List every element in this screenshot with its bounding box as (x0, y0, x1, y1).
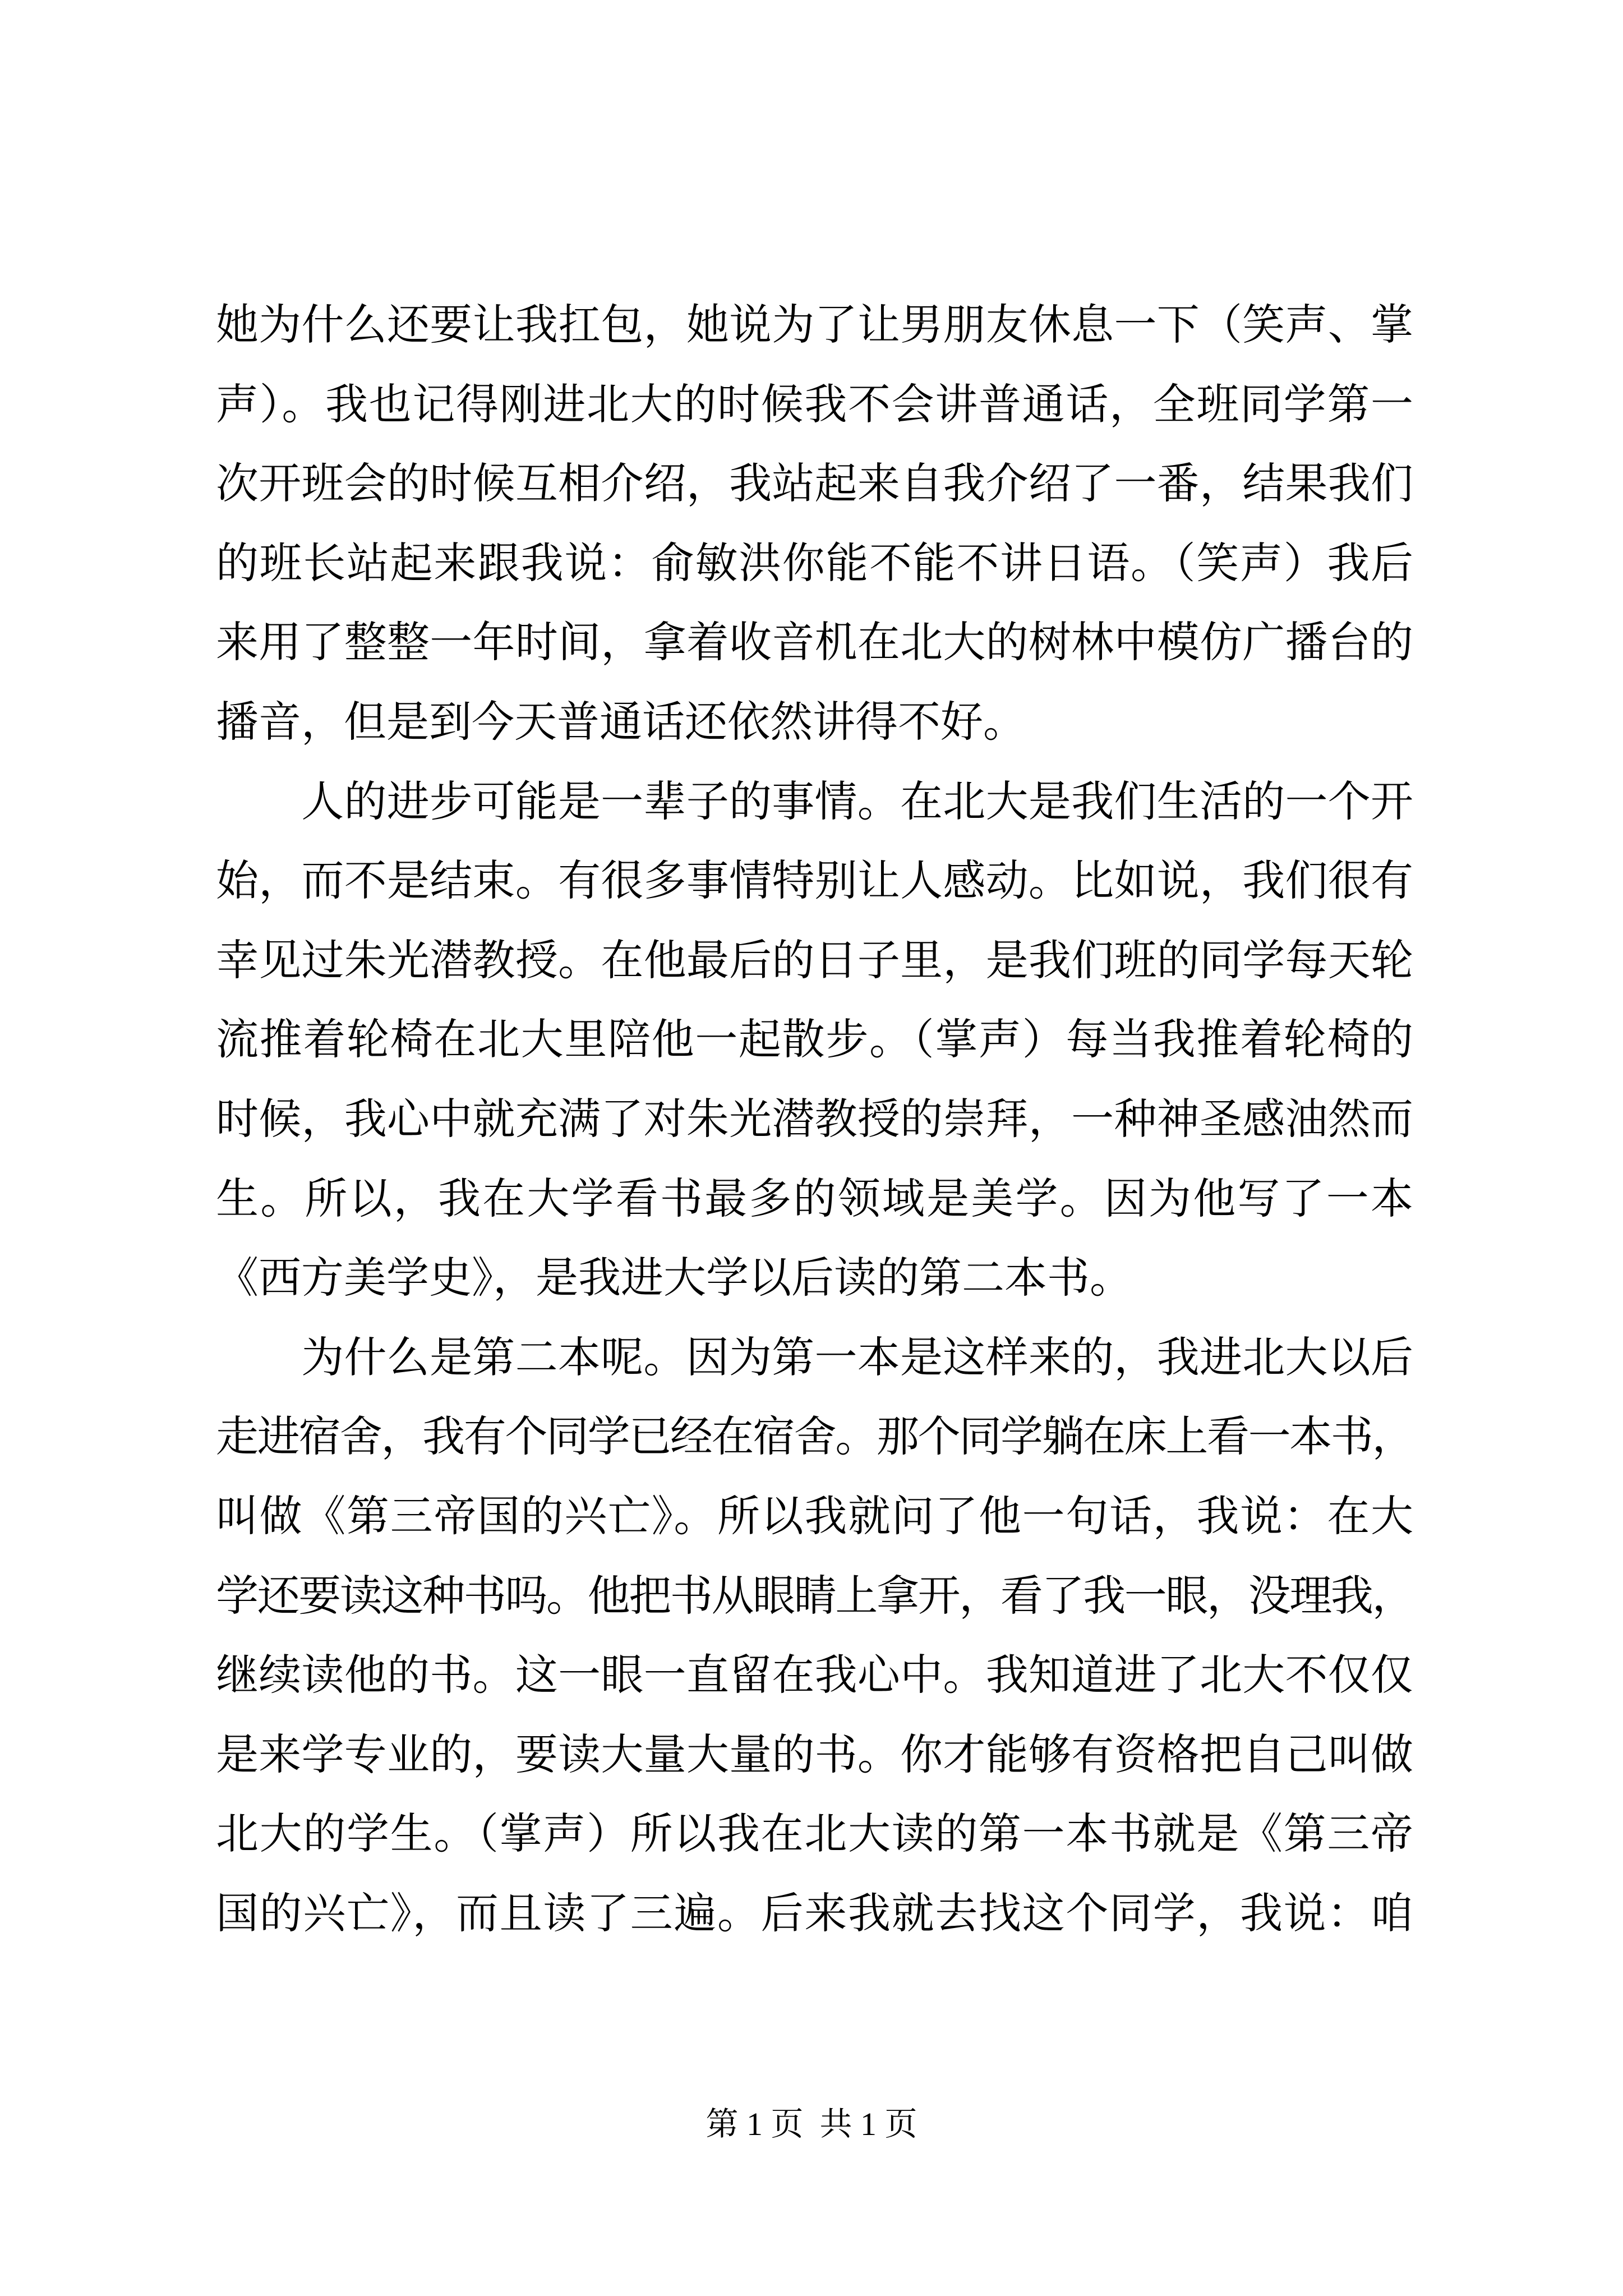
text-line-indented (216, 1318, 1413, 1397)
text-line: 北大的学生。（掌声）所以我在北大读的第一本书就是《第三帝 (216, 1809, 1413, 1859)
text-line-indented (216, 762, 1413, 841)
text-line-content: 为什么是第二本呢。因为第一本是这样来的，我进北大以后 (301, 1332, 1413, 1382)
body-text (216, 285, 1413, 1953)
paragraph-1 (216, 285, 1413, 762)
text-line: 叫做《第三帝国的兴亡》。所以我就问了他一句话，我说：在大 (216, 1490, 1413, 1541)
text-line-content: 人的进步可能是一辈子的事情。在北大是我们生活的一个开 (301, 776, 1413, 826)
text-line: 时候，我心中就充满了对朱光潜教授的崇拜，一种神圣感油然而 (216, 1093, 1413, 1144)
paragraph-3 (216, 1318, 1413, 1953)
text-line: 播音，但是到今天普通话还依然讲得不好。 (216, 696, 1026, 747)
page-footer: 第 1 页 共 1 页 (706, 2106, 917, 2142)
text-line: 生。所以，我在大学看书最多的领域是美学。因为他写了一本 (216, 1173, 1413, 1223)
text-line: 始，而不是结束。有很多事情特别让人感动。比如说，我们很有 (216, 855, 1413, 906)
text-line: 来用了整整一年时间，拿着收音机在北大的树林中模仿广播台的 (216, 617, 1413, 668)
text-line: 幸见过朱光潜教授。在他最后的日子里，是我们班的同学每天轮 (216, 935, 1413, 985)
text-line: 学还要读这种书吗。他把书从眼睛上拿开，看了我一眼，没理我， (216, 1570, 1413, 1621)
text-line: 流推着轮椅在北大里陪他一起散步。（掌声）每当我推着轮椅的 (216, 1014, 1413, 1065)
text-line: 声）。我也记得刚进北大的时候我不会讲普通话，全班同学第一 (216, 379, 1413, 429)
text-line: 次开班会的时候互相介绍，我站起来自我介绍了一番，结果我们 (216, 458, 1413, 509)
text-line: 《西方美学史》，是我进大学以后读的第二本书。 (216, 1253, 1132, 1303)
text-line: 国的兴亡》，而且读了三遍。后来我就去找这个同学，我说：咱 (216, 1888, 1413, 1938)
text-line: 是来学专业的，要读大量大量的书。你才能够有资格把自己叫做 (216, 1729, 1413, 1779)
text-line: 她为什么还要让我扛包，她说为了让男朋友休息一下（笑声、掌 (216, 300, 1413, 349)
text-line: 的班长站起来跟我说：俞敏洪你能不能不讲日语。（笑声）我后 (216, 537, 1413, 588)
text-line: 走进宿舍，我有个同学已经在宿舍。那个同学躺在床上看一本书， (216, 1411, 1413, 1462)
text-line: 继续读他的书。这一眼一直留在我心中。我知道进了北大不仅仅 (216, 1650, 1413, 1700)
paragraph-2 (216, 762, 1413, 1318)
